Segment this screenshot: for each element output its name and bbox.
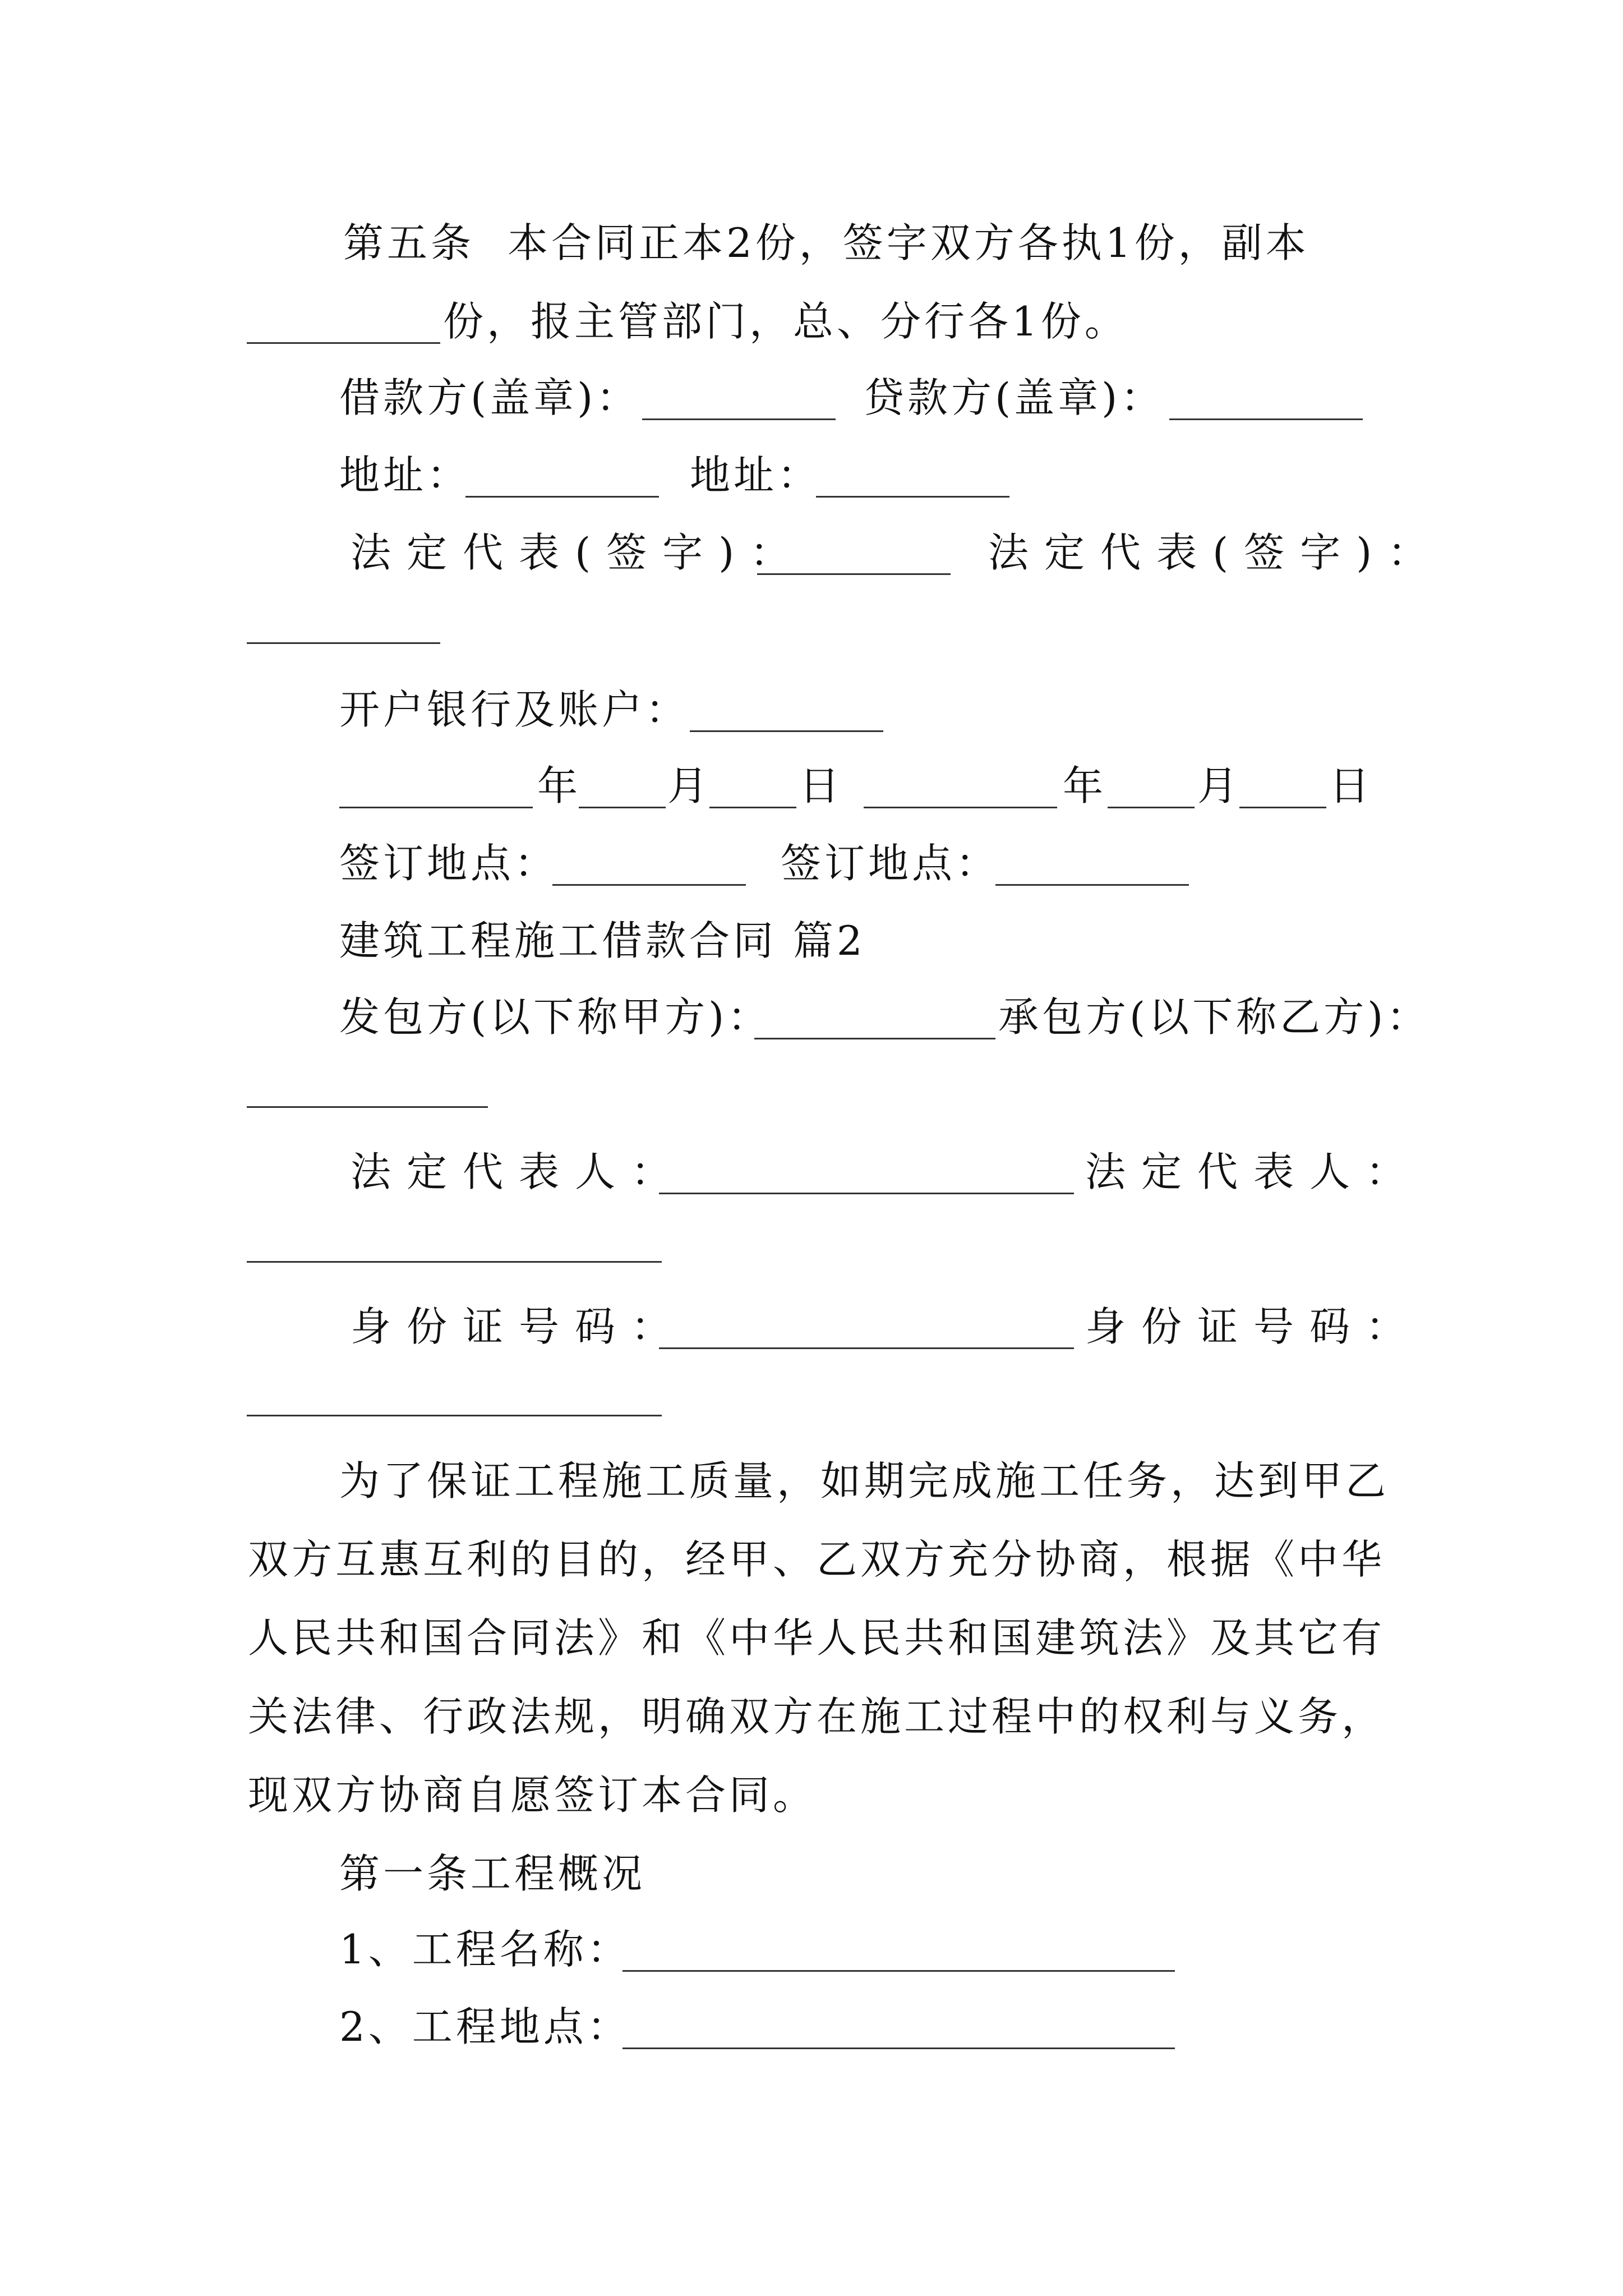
project-name-label: 1、工程名称：: [339, 1926, 631, 1973]
borrower-signing-place-label: 签订地点：: [339, 840, 559, 887]
borrower-signing-place-blank[interactable]: [552, 884, 746, 886]
borrower-address-label: 地址：: [339, 452, 471, 499]
contractor-representative-label: 法定代表人：: [1085, 1148, 1422, 1195]
lender-day-blank[interactable]: [1239, 807, 1326, 808]
intro-text-4: 关法律、行政法规，明确双方在施工过程中的权利与义务，: [248, 1693, 1386, 1740]
id-number-line: [0, 1296, 1623, 1358]
contractor-id-number-blank[interactable]: [247, 1415, 662, 1416]
project-location-blank[interactable]: [623, 2047, 1175, 2049]
copies-count-blank[interactable]: [247, 342, 440, 344]
project-name-blank[interactable]: [623, 1970, 1175, 1972]
article-1-title: [0, 1843, 1623, 1904]
borrower-day-blank[interactable]: [709, 807, 796, 808]
date-line: [0, 755, 1623, 817]
contractor-representative-blank[interactable]: [247, 1261, 662, 1263]
lender-seal-label: 贷款方(盖章)：: [864, 374, 1165, 421]
intro-text-5: 现双方协商自愿签订本合同。: [248, 1772, 817, 1819]
article-5-line-1: [0, 212, 1623, 274]
borrower-legal-rep-blank[interactable]: [757, 573, 951, 575]
intro-line-5: [0, 1764, 1623, 1826]
employer-id-number-label: 身份证号码：: [351, 1303, 688, 1350]
article-5-text: 本合同正本2份，签字双方各执1份，副本: [508, 219, 1310, 266]
intro-line-2: [0, 1529, 1623, 1590]
intro-line-3: [0, 1607, 1623, 1669]
borrower-year-blank[interactable]: [339, 807, 533, 808]
article-1-title-text: 第一条工程概况: [339, 1850, 646, 1897]
borrower-month-blank[interactable]: [579, 807, 666, 808]
seal-line: [0, 367, 1623, 429]
lender-day-label: 日: [1329, 762, 1373, 809]
employer-id-number-blank[interactable]: [659, 1347, 1074, 1349]
lender-year-blank[interactable]: [864, 807, 1057, 808]
legal-rep-sign-line: [0, 522, 1623, 583]
bank-account-blank[interactable]: [690, 730, 883, 732]
intro-line-1: [0, 1450, 1623, 1512]
lender-address-blank[interactable]: [816, 496, 1009, 498]
lender-month-blank[interactable]: [1108, 807, 1195, 808]
lender-signing-place-blank[interactable]: [995, 884, 1189, 886]
intro-text-3: 人民共和国合同法》和《中华人民共和国建筑法》及其它有: [248, 1614, 1386, 1662]
employer-label: 发包方(以下称甲方)：: [339, 993, 772, 1041]
intro-text-1: 为了保证工程施工质量，如期完成施工任务，达到甲乙: [339, 1457, 1390, 1504]
article-5-heading: 第五条: [343, 219, 475, 266]
lender-seal-blank[interactable]: [1169, 418, 1363, 420]
parties-line: [0, 986, 1623, 1048]
lender-year-label: 年: [1063, 762, 1107, 809]
lender-address-label: 地址：: [690, 452, 822, 499]
article-5-text-2: 份，报主管部门，总、分行各1份。: [443, 298, 1128, 345]
employer-representative-label: 法定代表人：: [351, 1148, 688, 1195]
borrower-address-blank[interactable]: [465, 496, 659, 498]
contractor-blank[interactable]: [247, 1106, 488, 1108]
intro-text-2: 双方互惠互利的目的，经甲、乙双方充分协商，根据《中华: [248, 1536, 1386, 1583]
bank-account-line: [0, 679, 1623, 740]
contractor-id-number-label: 身份证号码：: [1085, 1303, 1422, 1350]
employer-blank[interactable]: [754, 1038, 995, 1039]
borrower-month-label: 月: [667, 762, 712, 809]
contract-2-title: [0, 910, 1623, 972]
legal-representative-line: [0, 1141, 1623, 1203]
contract-2-title-text: 建筑工程施工借款合同 篇2: [339, 917, 866, 964]
article-5-line-2: [0, 291, 1623, 352]
project-location-label: 2、工程地点：: [339, 2003, 631, 2050]
intro-line-4: [0, 1686, 1623, 1747]
borrower-seal-label: 借款方(盖章)：: [339, 374, 640, 421]
contractor-label: 承包方(以下称乙方)：: [998, 993, 1431, 1041]
borrower-year-label: 年: [537, 762, 582, 809]
borrower-legal-rep-label: 法定代表(签字)：: [351, 529, 806, 576]
employer-representative-blank[interactable]: [659, 1193, 1074, 1194]
borrower-day-label: 日: [799, 762, 843, 809]
borrower-seal-blank[interactable]: [642, 418, 836, 420]
address-line: [0, 444, 1623, 506]
lender-month-label: 月: [1197, 762, 1242, 809]
project-location-line: [0, 1996, 1623, 2058]
lender-legal-rep-blank[interactable]: [247, 642, 440, 644]
bank-account-label: 开户银行及账户：: [339, 686, 690, 733]
project-name-line: [0, 1918, 1623, 1980]
lender-signing-place-label: 签订地点：: [781, 840, 1000, 887]
lender-legal-rep-label: 法定代表(签字)：: [988, 529, 1444, 576]
signing-place-line: [0, 832, 1623, 894]
